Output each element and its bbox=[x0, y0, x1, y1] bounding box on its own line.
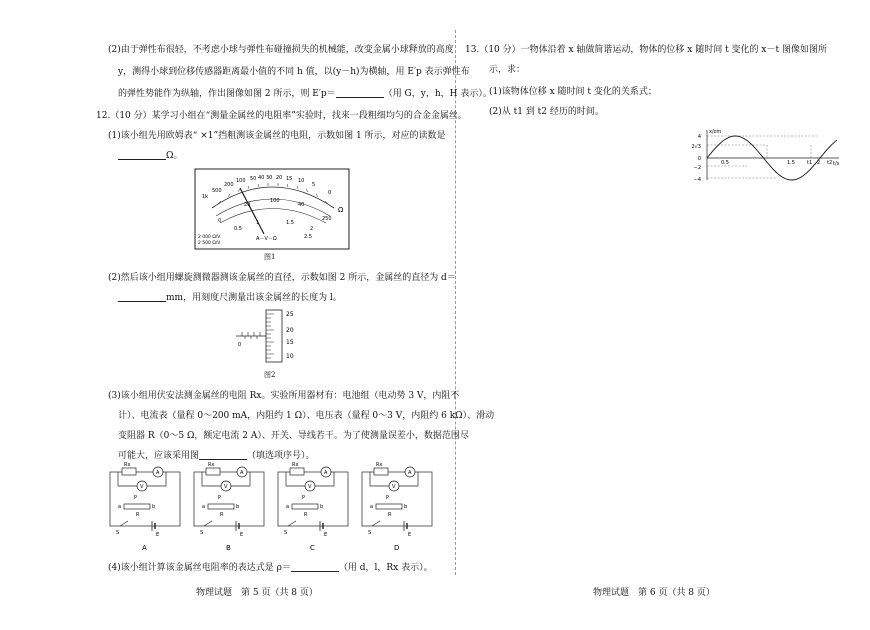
q12-heading: 12.（10 分）某学习小组在“测量金属丝的电阻率”实验时，找来一段粗细均匀的合金金属丝。 bbox=[96, 111, 467, 121]
resistor-rx bbox=[206, 468, 220, 475]
q12-2-line2: mm，用刻度尺测量出该金属丝的长度为 l。 bbox=[118, 292, 342, 304]
tick-label: 2.5 bbox=[304, 234, 312, 240]
right-page bbox=[455, 0, 870, 630]
x-t-graph bbox=[687, 126, 847, 184]
tick-label: 2 bbox=[310, 226, 314, 232]
rheostat-r bbox=[124, 504, 150, 509]
sensitivity-label: 2 000 Ω/V bbox=[198, 235, 221, 240]
terminal-label: b bbox=[320, 504, 324, 510]
y-tick: −2 bbox=[693, 165, 701, 171]
tick-label: 15 bbox=[286, 176, 293, 182]
switch-icon bbox=[372, 521, 380, 526]
q12-3-line4: 可能大，应该采用图 （填选项序号）。 bbox=[118, 451, 315, 461]
omega-symbol: Ω bbox=[338, 206, 344, 214]
q11-2-line1: (2)由于弹性布很轻，不考虑小球与弹性布碰撞损失的机械能，改变金属小球释放的高度 bbox=[108, 45, 454, 55]
slider-label: P bbox=[218, 495, 222, 501]
micrometer-tick: 10 bbox=[286, 353, 294, 360]
q11-2-line2: y，测得小球到位移传感器距离最小值的不同 h 值，以(y－h)为横轴，用 E′p 表示弹性布 bbox=[118, 67, 470, 77]
voltmeter-label: V bbox=[308, 484, 312, 490]
micrometer-tick: 25 bbox=[286, 311, 294, 318]
rheostat-r bbox=[376, 504, 402, 509]
option-label: C bbox=[310, 544, 315, 552]
terminal-label: b bbox=[404, 504, 408, 510]
tick-label: 40 bbox=[298, 202, 305, 208]
tick-label: 250 bbox=[322, 216, 332, 222]
ammeter-label: A bbox=[324, 470, 328, 476]
tick-label: 5 bbox=[312, 182, 316, 188]
rheostat-label: R bbox=[388, 512, 392, 518]
switch-icon bbox=[288, 521, 296, 526]
option-label: B bbox=[226, 544, 231, 552]
meter-label: A－V－Ω bbox=[256, 236, 277, 242]
tick-label: 500 bbox=[212, 188, 222, 194]
answer-blank[interactable] bbox=[336, 88, 384, 98]
q12-3-line3: 变阻器 R（0～5 Ω，额定电流 2 A）、开关、导线若干。为了使测量误差小，数据范围尽 bbox=[118, 431, 469, 441]
page-footer-left: 物理试题 第 5 页（共 8 页） bbox=[196, 588, 318, 598]
sensitivity-label: 2 500 Ω/V bbox=[198, 241, 221, 246]
t-tick: 0.5 bbox=[721, 160, 729, 166]
q13-heading-cont: 示，求： bbox=[489, 65, 526, 75]
resistor-rx bbox=[122, 468, 136, 475]
circuit-wire bbox=[278, 472, 348, 526]
tick-label: 1.5 bbox=[286, 220, 294, 226]
q12-1-line1: (1)该小组先用欧姆表“ ×1”挡粗测该金属丝的电阻，示数如图 1 所示，对应的读数是 bbox=[108, 131, 446, 141]
circuit-option-d[interactable] bbox=[362, 462, 432, 552]
resistor-label: Rx bbox=[292, 462, 299, 468]
graph-ylabel: x/cm bbox=[709, 129, 722, 135]
switch-icon bbox=[120, 521, 128, 526]
q12-2-line1: (2)然后该小组用螺旋测微器测该金属丝的直径，示数如图 2 所示，金属丝的直径为 d＝ bbox=[108, 273, 456, 283]
battery-label: E bbox=[408, 532, 412, 538]
battery-label: E bbox=[156, 532, 160, 538]
rheostat-label: R bbox=[220, 512, 224, 518]
y-tick: −4 bbox=[693, 177, 701, 183]
micrometer-figure bbox=[232, 306, 304, 366]
rheostat-r bbox=[292, 504, 318, 509]
circuit-option-b[interactable] bbox=[194, 462, 264, 552]
resistor-rx bbox=[374, 468, 388, 475]
terminal-label: a bbox=[202, 504, 206, 510]
tick-label: 20 bbox=[244, 202, 251, 208]
y-tick: 4 bbox=[697, 134, 701, 140]
t-tick: 1.5 bbox=[787, 160, 795, 166]
tick-label: 0 bbox=[218, 218, 222, 224]
page-footer-right: 物理试题 第 6 页（共 8 页） bbox=[593, 588, 715, 598]
circuit-option-a[interactable] bbox=[110, 462, 180, 552]
t-tick: t1 bbox=[807, 160, 813, 166]
battery-label: E bbox=[240, 532, 244, 538]
ammeter-label: A bbox=[240, 470, 244, 476]
circuit-options bbox=[106, 462, 436, 554]
tick-label: 1 bbox=[256, 220, 260, 226]
graph-xlabel: t/s bbox=[833, 161, 840, 167]
answer-blank[interactable] bbox=[291, 562, 339, 572]
rheostat-label: R bbox=[304, 512, 308, 518]
q13-heading: 13.（10 分）一物体沿着 x 轴做简谐运动，物体的位移 x 随时间 t 变化的 x－t 图像如图所 bbox=[465, 45, 827, 55]
answer-blank[interactable] bbox=[118, 292, 166, 302]
switch-label: S bbox=[116, 530, 120, 536]
fig2-caption: 图2 bbox=[264, 371, 276, 379]
slider-label: P bbox=[302, 495, 306, 501]
terminal-label: a bbox=[286, 504, 290, 510]
t-tick: 2 bbox=[817, 160, 821, 166]
tick-label: 1k bbox=[202, 194, 209, 200]
tick-label: 20 bbox=[276, 175, 283, 181]
q12-4-line: (4)该小组计算该金属丝电阻率的表达式是 ρ＝ （用 d，l，Rx 表示）。 bbox=[108, 563, 433, 573]
rheostat-label: R bbox=[136, 512, 140, 518]
ammeter-label: A bbox=[408, 470, 412, 476]
option-label: D bbox=[394, 544, 400, 552]
terminal-label: b bbox=[236, 504, 240, 510]
ammeter-label: A bbox=[156, 470, 160, 476]
resistor-rx bbox=[290, 468, 304, 475]
tick-label: 40 bbox=[258, 175, 265, 181]
circuit-option-c[interactable] bbox=[278, 462, 348, 552]
q13-2: (2)从 t1 到 t2 经历的时间。 bbox=[489, 107, 604, 117]
q12-1-line2: Ω。 bbox=[118, 150, 182, 162]
resistor-label: Rx bbox=[376, 462, 383, 468]
circuit-wire bbox=[194, 472, 264, 526]
voltmeter-label: V bbox=[392, 484, 396, 490]
switch-label: S bbox=[284, 530, 288, 536]
resistor-label: Rx bbox=[208, 462, 215, 468]
y-tick: 2√3 bbox=[691, 144, 701, 150]
tick-label: 30 bbox=[266, 175, 273, 181]
terminal-label: b bbox=[152, 504, 156, 510]
micrometer-tick: 15 bbox=[286, 339, 294, 346]
switch-icon bbox=[204, 521, 212, 526]
circuit-wire bbox=[110, 472, 180, 526]
voltmeter-label: V bbox=[140, 484, 144, 490]
tick-label: 10 bbox=[298, 178, 305, 184]
multimeter-dial-figure bbox=[194, 168, 350, 250]
rheostat-r bbox=[208, 504, 234, 509]
tick-label: 100 bbox=[236, 178, 246, 184]
micrometer-zero-label: 0 bbox=[238, 342, 242, 348]
q11-2-line3: 的弹性势能作为纵轴，作出图像如图 2 所示，则 E′p＝ （用 G，y，h，H 表示）。 bbox=[118, 89, 492, 99]
q13-1: (1)该物体位移 x 随时间 t 变化的关系式； bbox=[489, 87, 657, 97]
circuit-diagrams bbox=[106, 462, 436, 554]
slider-label: P bbox=[386, 495, 390, 501]
tick-label: 50 bbox=[250, 176, 257, 182]
answer-blank[interactable] bbox=[118, 150, 166, 160]
tick-label: 0 bbox=[328, 190, 332, 196]
tick-label: 0.5 bbox=[234, 226, 242, 232]
t-tick: t2 bbox=[827, 160, 833, 166]
option-label: A bbox=[142, 544, 147, 552]
q12-3-line2: 计）、电流表（量程 0～200 mA，内阻约 1 Ω）、电压表（量程 0～3 V，内阻约 6 kΩ）、滑动 bbox=[118, 411, 495, 421]
switch-label: S bbox=[368, 530, 372, 536]
voltmeter-label: V bbox=[224, 484, 228, 490]
fig1-caption: 图1 bbox=[264, 253, 276, 261]
resistor-label: Rx bbox=[124, 462, 131, 468]
switch-label: S bbox=[200, 530, 204, 536]
y-tick: 0 bbox=[697, 156, 701, 162]
tick-label: 100 bbox=[270, 198, 280, 204]
answer-blank[interactable] bbox=[199, 450, 247, 460]
micrometer-tick: 20 bbox=[286, 327, 294, 334]
slider-label: P bbox=[134, 495, 138, 501]
terminal-label: a bbox=[118, 504, 122, 510]
circuit-wire bbox=[362, 472, 432, 526]
terminal-label: a bbox=[370, 504, 374, 510]
battery-label: E bbox=[324, 532, 328, 538]
q12-3-line1: (3)该小组用伏安法测金属丝的电阻 Rx。实验所用器材有：电池组（电动势 3 V，内阻不 bbox=[108, 391, 460, 401]
tick-label: 200 bbox=[224, 182, 234, 188]
